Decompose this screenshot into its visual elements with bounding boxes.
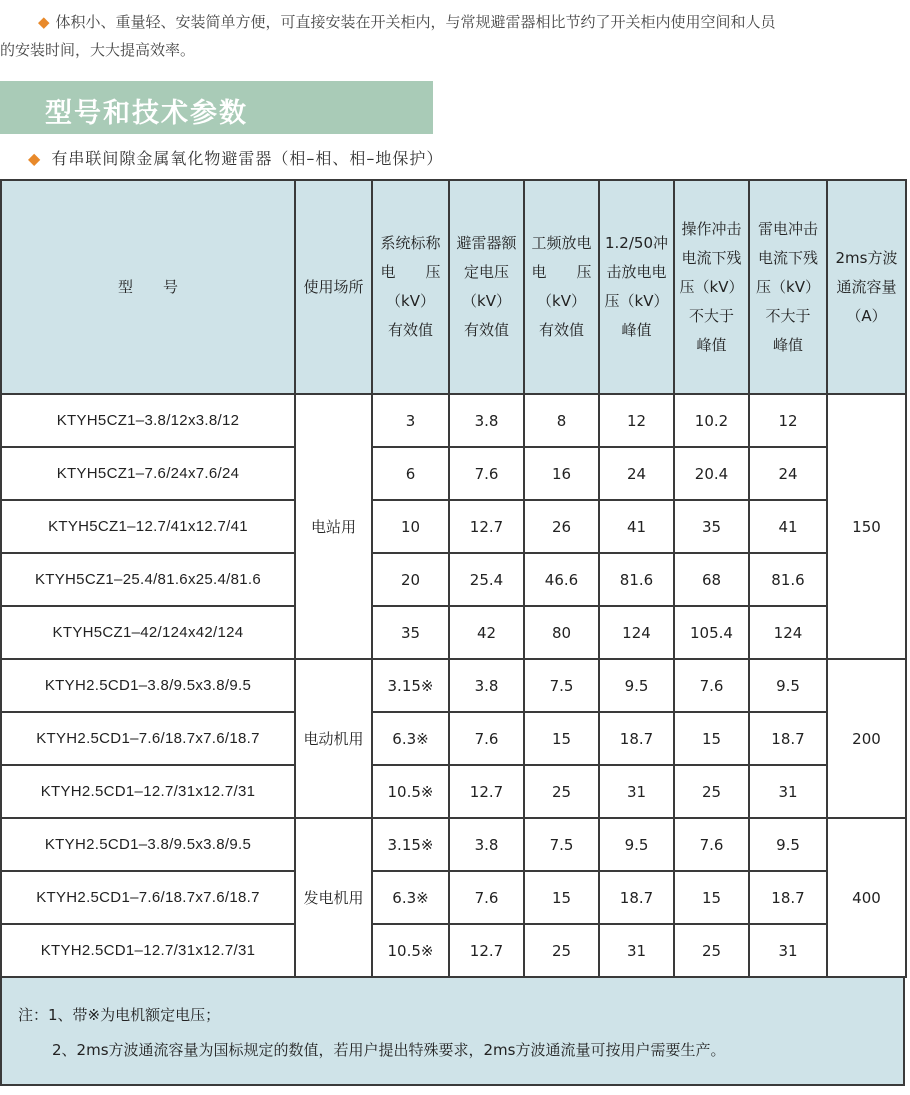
header-model: 型 号 <box>1 180 295 394</box>
table-row <box>1 553 906 606</box>
model-cell: KTYH2.5CD1–7.6/18.7x7.6/18.7 <box>1 712 295 765</box>
value-cell: 46.6 <box>524 553 599 606</box>
value-cell: 81.6 <box>749 553 827 606</box>
place-cell: 发电机用 <box>295 818 372 977</box>
value-cell: 18.7 <box>749 871 827 924</box>
table-row <box>1 606 906 659</box>
model-cell: KTYH5CZ1–42/124x42/124 <box>1 606 295 659</box>
header-sys-voltage: 系统标称 电 压 （kV） 有效值 <box>372 180 449 394</box>
value-cell: 25 <box>524 765 599 818</box>
value-cell: 41 <box>749 500 827 553</box>
table-row <box>1 818 906 871</box>
value-cell: 7.6 <box>674 659 749 712</box>
value-cell: 15 <box>674 712 749 765</box>
value-cell: 18.7 <box>599 871 674 924</box>
table-row <box>1 659 906 712</box>
header-rated-voltage: 避雷器额 定电压 （kV） 有效值 <box>449 180 524 394</box>
diamond-bullet-icon: ◆ <box>38 13 50 31</box>
value-cell: 6.3※ <box>372 712 449 765</box>
table-row <box>1 394 906 447</box>
model-cell: KTYH2.5CD1–3.8/9.5x3.8/9.5 <box>1 659 295 712</box>
diamond-bullet-icon: ◆ <box>28 149 42 168</box>
value-cell: 24 <box>749 447 827 500</box>
value-cell: 6.3※ <box>372 871 449 924</box>
value-cell: 7.6 <box>449 447 524 500</box>
value-cell: 3.15※ <box>372 659 449 712</box>
value-cell: 3.8 <box>449 394 524 447</box>
place-cell: 电站用 <box>295 394 372 659</box>
notes-box <box>0 978 905 1086</box>
value-cell: 12.7 <box>449 765 524 818</box>
intro-line-1: 体积小、重量轻、安装简单方便，可直接安装在开关柜内，与常规避雷器相比节约了开关柜内使用空间和人员 <box>55 13 776 31</box>
value-cell: 7.6 <box>449 871 524 924</box>
table-subtitle <box>28 146 443 169</box>
intro-line-2: 的安装时间，大大提高效率。 <box>0 41 196 59</box>
table-subtitle-text: 有串联间隙金属氧化物避雷器（相–相、相–地保护） <box>51 149 444 168</box>
header-place: 使用场所 <box>295 180 372 394</box>
model-cell: KTYH2.5CD1–12.7/31x12.7/31 <box>1 924 295 977</box>
value-cell: 24 <box>599 447 674 500</box>
value-cell: 35 <box>372 606 449 659</box>
value-cell: 124 <box>749 606 827 659</box>
value-cell: 3.15※ <box>372 818 449 871</box>
note-1: 注：1、带※为电机额定电压； <box>18 1006 221 1024</box>
value-cell: 7.5 <box>524 818 599 871</box>
value-cell: 12.7 <box>449 500 524 553</box>
value-cell: 3.8 <box>449 818 524 871</box>
capacity-cell: 150 <box>827 394 906 659</box>
section-title: 型号和技术参数 <box>45 98 248 129</box>
value-cell: 10.2 <box>674 394 749 447</box>
capacity-cell: 200 <box>827 659 906 818</box>
model-cell: KTYH5CZ1–25.4/81.6x25.4/81.6 <box>1 553 295 606</box>
value-cell: 10 <box>372 500 449 553</box>
value-cell: 105.4 <box>674 606 749 659</box>
model-cell: KTYH5CZ1–3.8/12x3.8/12 <box>1 394 295 447</box>
value-cell: 9.5 <box>749 659 827 712</box>
value-cell: 31 <box>749 765 827 818</box>
value-cell: 15 <box>524 712 599 765</box>
value-cell: 3 <box>372 394 449 447</box>
value-cell: 20 <box>372 553 449 606</box>
model-cell: KTYH5CZ1–7.6/24x7.6/24 <box>1 447 295 500</box>
header-impulse-discharge: 1.2/50冲 击放电电 压（kV） 峰值 <box>599 180 674 394</box>
value-cell: 12 <box>599 394 674 447</box>
table-row <box>1 871 906 924</box>
intro-paragraph <box>0 8 905 64</box>
value-cell: 31 <box>749 924 827 977</box>
model-cell: KTYH5CZ1–12.7/41x12.7/41 <box>1 500 295 553</box>
value-cell: 9.5 <box>749 818 827 871</box>
value-cell: 15 <box>674 871 749 924</box>
table-row <box>1 500 906 553</box>
model-cell: KTYH2.5CD1–7.6/18.7x7.6/18.7 <box>1 871 295 924</box>
value-cell: 18.7 <box>599 712 674 765</box>
value-cell: 16 <box>524 447 599 500</box>
table-body <box>1 394 906 977</box>
section-banner <box>0 81 433 134</box>
value-cell: 20.4 <box>674 447 749 500</box>
value-cell: 25 <box>524 924 599 977</box>
value-cell: 15 <box>524 871 599 924</box>
value-cell: 7.6 <box>674 818 749 871</box>
header-capacity: 2ms方波 通流容量 （A） <box>827 180 906 394</box>
value-cell: 80 <box>524 606 599 659</box>
value-cell: 124 <box>599 606 674 659</box>
value-cell: 31 <box>599 765 674 818</box>
value-cell: 31 <box>599 924 674 977</box>
header-switching-residual: 操作冲击 电流下残 压（kV） 不大于 峰值 <box>674 180 749 394</box>
value-cell: 10.5※ <box>372 765 449 818</box>
spec-table <box>0 179 907 978</box>
value-cell: 12 <box>749 394 827 447</box>
value-cell: 25 <box>674 765 749 818</box>
value-cell: 3.8 <box>449 659 524 712</box>
model-cell: KTYH2.5CD1–12.7/31x12.7/31 <box>1 765 295 818</box>
value-cell: 7.6 <box>449 712 524 765</box>
note-2: 2、2ms方波通流容量为国标规定的数值，若用户提出特殊要求，2ms方波通流量可按用户需要生产。 <box>52 1041 726 1059</box>
value-cell: 25 <box>674 924 749 977</box>
value-cell: 25.4 <box>449 553 524 606</box>
value-cell: 81.6 <box>599 553 674 606</box>
table-row <box>1 765 906 818</box>
table-row <box>1 712 906 765</box>
header-lightning-residual: 雷电冲击 电流下残 压（kV） 不大于 峰值 <box>749 180 827 394</box>
value-cell: 8 <box>524 394 599 447</box>
value-cell: 41 <box>599 500 674 553</box>
value-cell: 6 <box>372 447 449 500</box>
value-cell: 10.5※ <box>372 924 449 977</box>
value-cell: 35 <box>674 500 749 553</box>
header-pf-discharge: 工频放电 电 压 （kV） 有效值 <box>524 180 599 394</box>
value-cell: 68 <box>674 553 749 606</box>
value-cell: 9.5 <box>599 818 674 871</box>
value-cell: 18.7 <box>749 712 827 765</box>
value-cell: 26 <box>524 500 599 553</box>
value-cell: 42 <box>449 606 524 659</box>
value-cell: 7.5 <box>524 659 599 712</box>
table-row <box>1 447 906 500</box>
capacity-cell: 400 <box>827 818 906 977</box>
table-row <box>1 924 906 977</box>
table-header-row <box>1 180 906 394</box>
model-cell: KTYH2.5CD1–3.8/9.5x3.8/9.5 <box>1 818 295 871</box>
value-cell: 9.5 <box>599 659 674 712</box>
place-cell: 电动机用 <box>295 659 372 818</box>
value-cell: 12.7 <box>449 924 524 977</box>
